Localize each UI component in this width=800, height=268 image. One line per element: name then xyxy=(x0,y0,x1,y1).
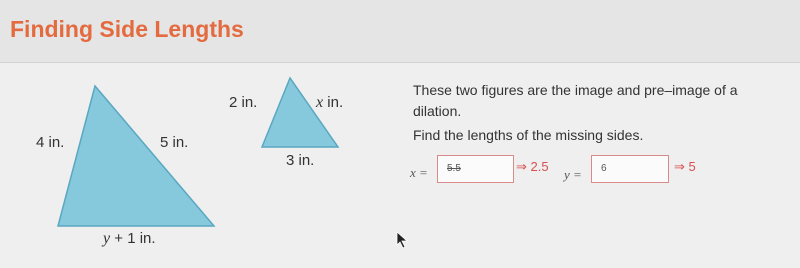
large-triangle-bottom-rest: + 1 in. xyxy=(110,230,156,247)
large-triangle-bottom-label xyxy=(103,230,156,248)
large-triangle-left-side-label: 4 in. xyxy=(36,134,65,151)
x-result: ⇒ 2.5 xyxy=(516,159,549,174)
y-answer-value: 6 xyxy=(601,163,607,174)
y-answer-field[interactable] xyxy=(591,155,669,183)
large-triangle xyxy=(58,86,214,226)
problem-prompt: Find the lengths of the missing sides. xyxy=(413,127,644,143)
small-triangle-left-side-label: 2 in. xyxy=(229,94,258,111)
problem-description: These two figures are the image and pre–image of a dilation. xyxy=(413,82,738,119)
small-triangle xyxy=(262,78,338,147)
mouse-pointer-icon xyxy=(396,231,410,249)
y-result: ⇒ 5 xyxy=(674,159,696,174)
small-triangle-right-side-label xyxy=(316,94,343,112)
variable-y: y xyxy=(103,230,111,247)
page-title: Finding Side Lengths xyxy=(10,16,244,42)
x-answer-field[interactable] xyxy=(437,155,514,183)
small-triangle-right-rest: in. xyxy=(323,94,344,111)
y-equals-label: y = xyxy=(564,167,582,182)
x-equals-label: x = xyxy=(410,165,428,180)
large-triangle-right-side-label: 5 in. xyxy=(160,134,189,151)
x-answer-value: 5.5 xyxy=(447,163,461,174)
small-triangle-bottom-label: 3 in. xyxy=(286,152,315,169)
variable-x: x xyxy=(316,94,324,111)
